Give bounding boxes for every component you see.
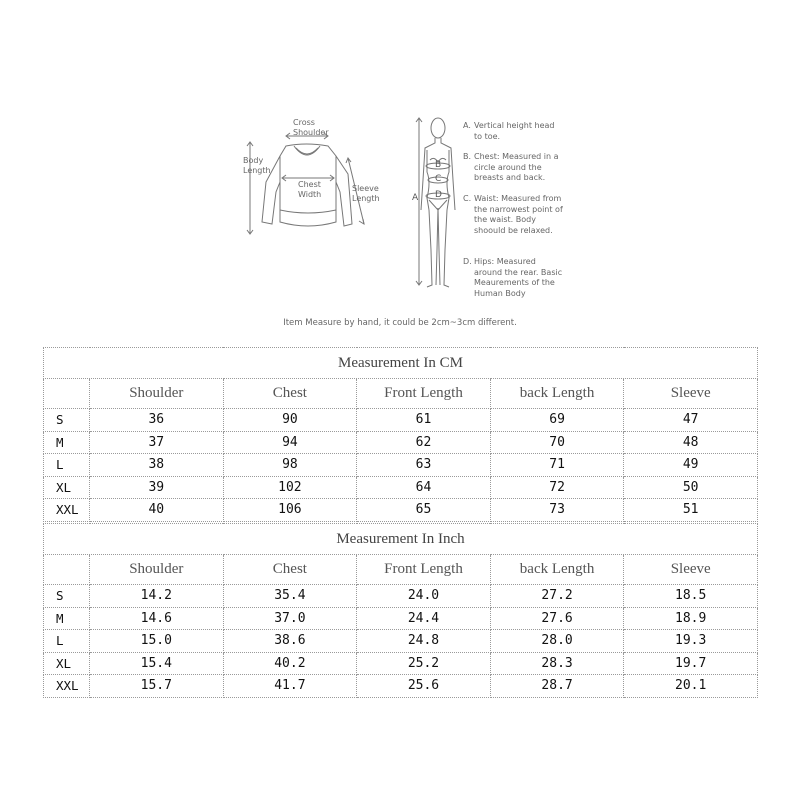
value-cell: 64 <box>357 476 491 499</box>
value-cell: 28.3 <box>490 652 624 675</box>
value-cell: 15.0 <box>90 630 224 653</box>
note-letter: A. <box>463 121 471 130</box>
table-title: Measurement In Inch <box>44 524 758 555</box>
value-cell: 20.1 <box>624 675 758 698</box>
size-cell: XL <box>44 476 90 499</box>
table-header-row <box>44 555 758 585</box>
header-cell: Front Length <box>357 379 491 409</box>
size-cell: XXL <box>44 499 90 522</box>
note-letter: B. <box>463 152 472 161</box>
value-cell: 25.2 <box>357 652 491 675</box>
table-row <box>44 431 758 454</box>
size-cell: S <box>44 585 90 608</box>
value-cell: 19.7 <box>624 652 758 675</box>
value-cell: 69 <box>490 409 624 432</box>
header-cell: back Length <box>490 555 624 585</box>
body-letter-a: A <box>412 193 419 203</box>
value-cell: 38 <box>90 454 224 477</box>
table-row <box>44 652 758 675</box>
value-cell: 19.3 <box>624 630 758 653</box>
size-cell: XXL <box>44 675 90 698</box>
header-cell <box>44 555 90 585</box>
table-row <box>44 409 758 432</box>
size-cell: L <box>44 630 90 653</box>
value-cell: 51 <box>624 499 758 522</box>
size-cell: S <box>44 409 90 432</box>
value-cell: 15.7 <box>90 675 224 698</box>
value-cell: 28.0 <box>490 630 624 653</box>
header-cell: Sleeve <box>624 379 758 409</box>
size-table-cm <box>43 347 758 522</box>
value-cell: 24.8 <box>357 630 491 653</box>
table-row <box>44 454 758 477</box>
note-text: Chest: Measured in a circle around the breasts and back. <box>474 152 559 182</box>
value-cell: 90 <box>223 409 357 432</box>
value-cell: 63 <box>357 454 491 477</box>
table-title-row <box>44 348 758 379</box>
table-title-row <box>44 524 758 555</box>
table-header-row <box>44 379 758 409</box>
value-cell: 27.6 <box>490 607 624 630</box>
header-cell: Chest <box>223 379 357 409</box>
header-cell: Chest <box>223 555 357 585</box>
value-cell: 25.6 <box>357 675 491 698</box>
value-cell: 36 <box>90 409 224 432</box>
header-cell: Sleeve <box>624 555 758 585</box>
table-row <box>44 476 758 499</box>
value-cell: 15.4 <box>90 652 224 675</box>
body-length-label: Body Length <box>243 156 271 175</box>
table-title: Measurement In CM <box>44 348 758 379</box>
value-cell: 50 <box>624 476 758 499</box>
value-cell: 61 <box>357 409 491 432</box>
value-cell: 37.0 <box>223 607 357 630</box>
body-letter-d: D <box>435 190 442 200</box>
note-letter: D. <box>463 257 472 266</box>
header-cell: Shoulder <box>90 379 224 409</box>
value-cell: 73 <box>490 499 624 522</box>
chest-width-label: Chest Width <box>298 180 322 199</box>
value-cell: 40.2 <box>223 652 357 675</box>
value-cell: 94 <box>223 431 357 454</box>
table-row <box>44 630 758 653</box>
value-cell: 37 <box>90 431 224 454</box>
size-table-inch <box>43 523 758 698</box>
header-cell <box>44 379 90 409</box>
size-cell: L <box>44 454 90 477</box>
value-cell: 106 <box>223 499 357 522</box>
value-cell: 39 <box>90 476 224 499</box>
value-cell: 47 <box>624 409 758 432</box>
value-cell: 28.7 <box>490 675 624 698</box>
table-row <box>44 675 758 698</box>
body-letter-c: C <box>435 174 442 184</box>
value-cell: 24.0 <box>357 585 491 608</box>
value-cell: 24.4 <box>357 607 491 630</box>
size-cell: M <box>44 607 90 630</box>
value-cell: 62 <box>357 431 491 454</box>
measurement-diagram <box>0 0 800 340</box>
value-cell: 70 <box>490 431 624 454</box>
value-cell: 14.6 <box>90 607 224 630</box>
table-row <box>44 607 758 630</box>
value-cell: 72 <box>490 476 624 499</box>
body-letter-b: B <box>435 160 442 170</box>
note-text: Waist: Measured from the narrowest point of the waist. Body shoould be relaxed. <box>474 194 563 235</box>
note-letter: C. <box>463 194 472 203</box>
value-cell: 48 <box>624 431 758 454</box>
note-chest <box>463 152 563 184</box>
value-cell: 40 <box>90 499 224 522</box>
table-row <box>44 585 758 608</box>
note-hips <box>463 257 563 299</box>
value-cell: 38.6 <box>223 630 357 653</box>
cross-shoulder-label: Cross Shoulder <box>293 118 329 137</box>
value-cell: 98 <box>223 454 357 477</box>
value-cell: 35.4 <box>223 585 357 608</box>
value-cell: 14.2 <box>90 585 224 608</box>
value-cell: 41.7 <box>223 675 357 698</box>
note-waist <box>463 194 563 236</box>
header-cell: Front Length <box>357 555 491 585</box>
value-cell: 102 <box>223 476 357 499</box>
header-cell: back Length <box>490 379 624 409</box>
header-cell: Shoulder <box>90 555 224 585</box>
size-cell: XL <box>44 652 90 675</box>
note-text: Vertical height head to toe. <box>474 121 555 141</box>
sleeve-length-label: Sleeve Length <box>352 184 380 203</box>
measure-caption: Item Measure by hand, it could be 2cm~3cm different. <box>283 318 517 328</box>
value-cell: 18.9 <box>624 607 758 630</box>
table-row <box>44 499 758 522</box>
value-cell: 71 <box>490 454 624 477</box>
note-text: Hips: Measured around the rear. Basic Meaurements of the Human Body <box>474 257 563 298</box>
value-cell: 65 <box>357 499 491 522</box>
note-height <box>463 121 563 142</box>
value-cell: 18.5 <box>624 585 758 608</box>
value-cell: 27.2 <box>490 585 624 608</box>
value-cell: 49 <box>624 454 758 477</box>
size-cell: M <box>44 431 90 454</box>
